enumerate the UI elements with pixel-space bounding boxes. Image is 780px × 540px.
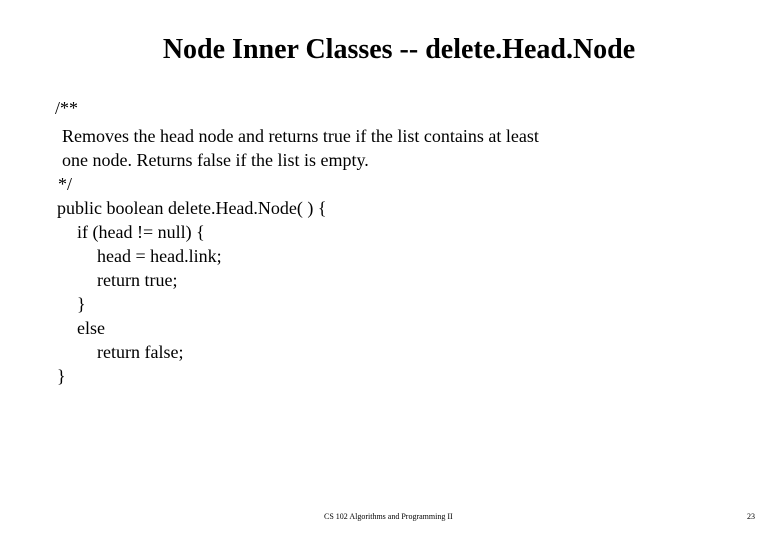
code-line: Removes the head node and returns true if the list contains at least xyxy=(62,126,539,146)
footer-page-number: 23 xyxy=(747,512,755,521)
code-line: if (head != null) { xyxy=(77,222,205,242)
code-line: public boolean delete.Head.Node( ) { xyxy=(57,198,327,218)
code-line: } xyxy=(77,294,86,314)
footer-course-name: CS 102 Algorithms and Programming II xyxy=(324,512,453,521)
code-line: head = head.link; xyxy=(97,246,222,266)
code-line: return false; xyxy=(97,342,184,362)
code-line: /** xyxy=(55,98,79,118)
code-line: */ xyxy=(58,174,73,194)
code-line: } xyxy=(57,366,66,386)
code-line: else xyxy=(77,318,105,338)
code-line: one node. Returns false if the list is empty. xyxy=(62,150,369,170)
slide-title: Node Inner Classes -- delete.Head.Node xyxy=(162,34,636,65)
code-line: return true; xyxy=(97,270,178,290)
